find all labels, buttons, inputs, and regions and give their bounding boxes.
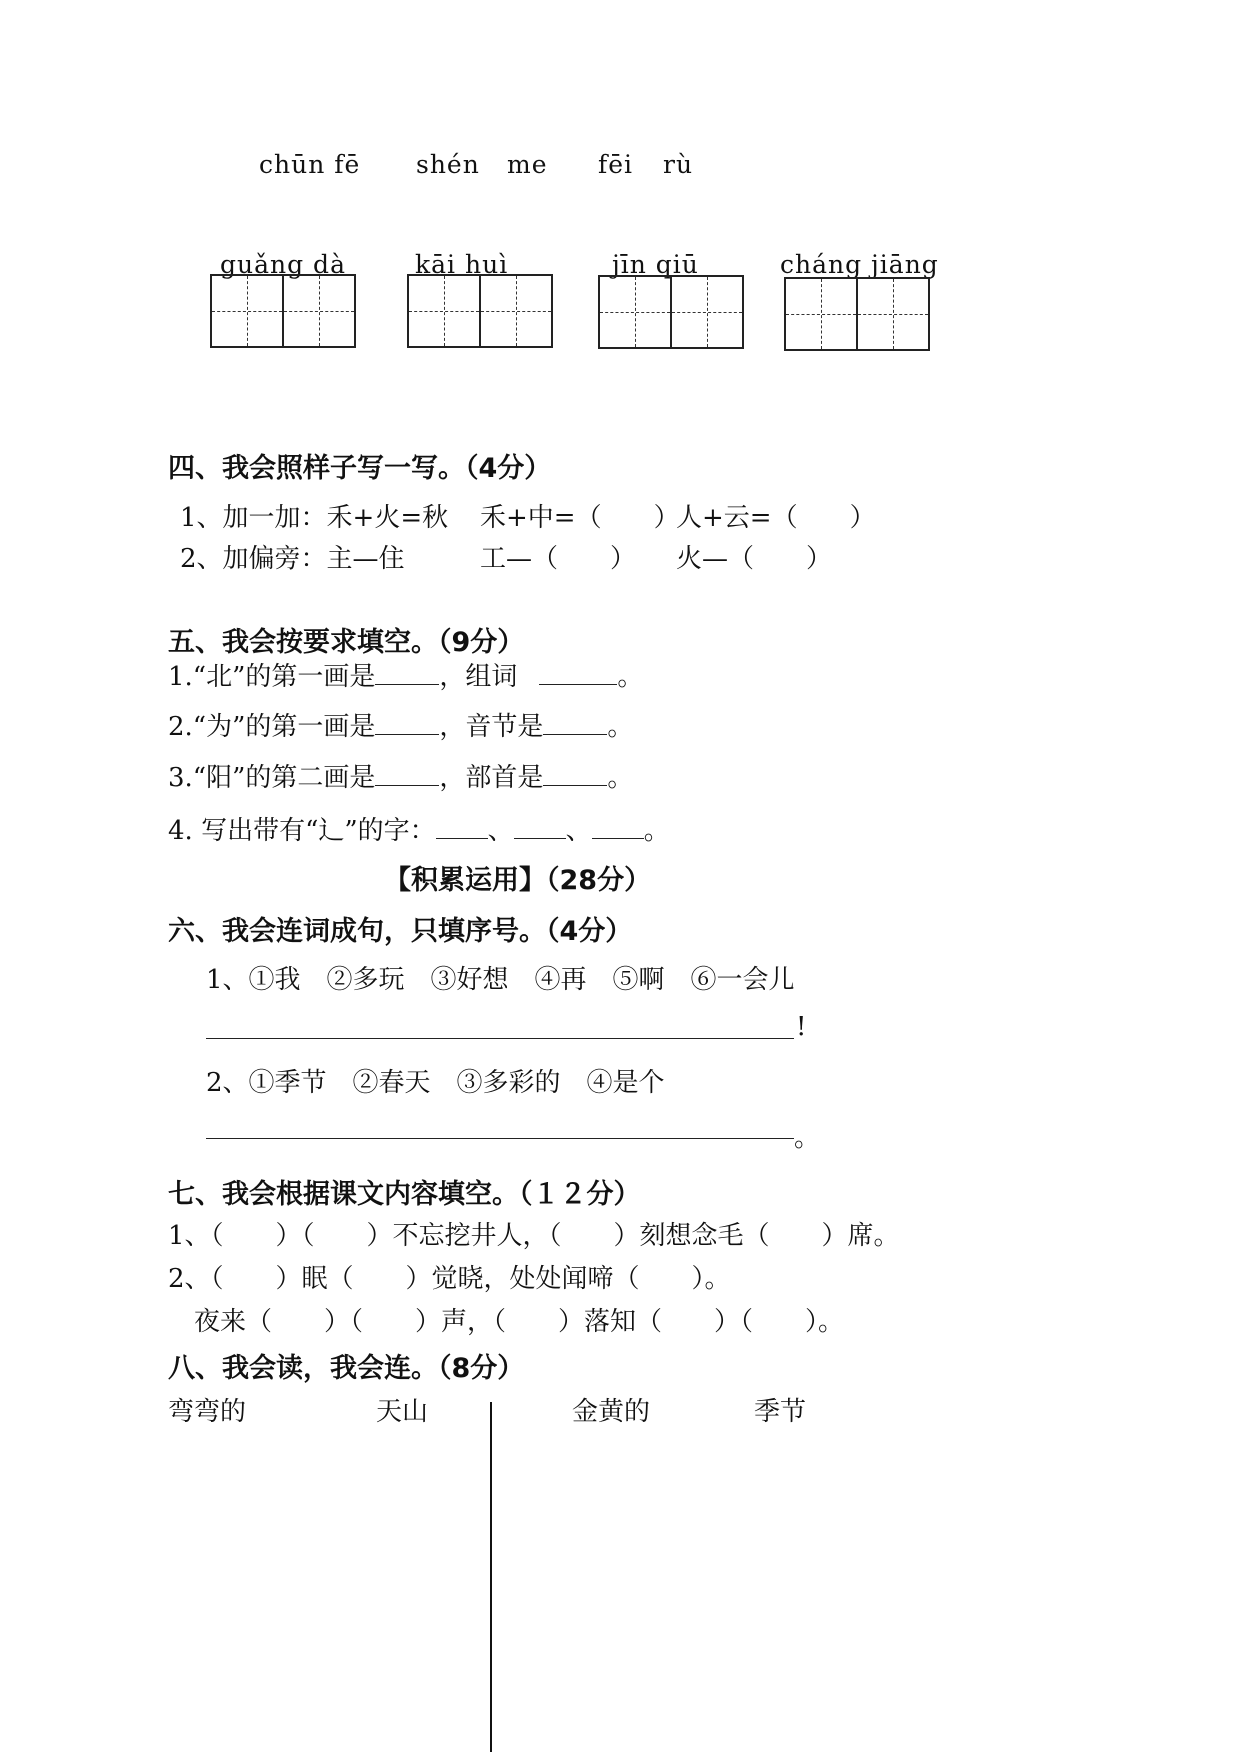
s6-answer-line-1[interactable] xyxy=(206,1038,794,1039)
s5-q2-text2: ，音节是 xyxy=(439,712,544,742)
s5-q4 xyxy=(168,810,670,847)
s5-q4-text: 4. 写出带有“辶”的字： xyxy=(168,816,436,846)
pinyin-1: chūn fē xyxy=(259,150,361,179)
writing-grid-4[interactable] xyxy=(784,277,930,351)
divider-line xyxy=(490,1402,492,1752)
s5-q3 xyxy=(168,757,633,794)
s5-q2-text: 2.“为”的第一画是 xyxy=(168,712,376,742)
pinyin-3: me xyxy=(507,150,548,179)
section-7-title: 七、我会根据课文内容填空。（１２分） xyxy=(168,1179,641,1210)
writing-grid-1[interactable] xyxy=(210,274,356,348)
grid-cell[interactable] xyxy=(858,277,930,351)
s6-q1: 1、①我 ②多玩 ③好想 ④再 ⑤啊 ⑥一会儿 xyxy=(206,965,795,995)
blank[interactable] xyxy=(543,759,607,786)
grid-pinyin-2: kāi huì xyxy=(415,250,509,279)
section-4-title: 四、我会照样子写一写。（4分） xyxy=(168,453,552,484)
pinyin-2: shén xyxy=(416,150,480,179)
blank[interactable] xyxy=(375,658,439,685)
s5-q4-end: 。 xyxy=(643,816,670,846)
part-title: 【积累运用】（28分） xyxy=(384,865,652,896)
grid-pinyin-1: guǎng dà xyxy=(220,250,346,279)
blank[interactable] xyxy=(543,708,607,735)
grid-cell[interactable] xyxy=(407,274,481,348)
s8-item-2[interactable]: 天山 xyxy=(376,1397,429,1427)
s4-r1-c2[interactable]: 禾+中=（ ） xyxy=(480,503,680,533)
s4-r2-c2[interactable]: 工—（ ） xyxy=(480,544,637,574)
s4-r1-c1: 1、加一加：禾+火=秋 xyxy=(180,503,449,533)
s7-line-3[interactable]: 夜来（ ）（ ）声，（ ）落知（ ）（ ）。 xyxy=(194,1307,845,1337)
s5-q2-end: 。 xyxy=(607,712,634,742)
s5-q3-text2: ，部首是 xyxy=(439,763,544,793)
s7-line-2[interactable]: 2、（ ）眠（ ）觉晓，处处闻啼（ ）。 xyxy=(168,1264,731,1294)
s8-item-3[interactable]: 金黄的 xyxy=(572,1397,651,1427)
grid-pinyin-4: cháng jiāng xyxy=(780,250,939,279)
grid-cell[interactable] xyxy=(784,277,858,351)
s4-r2-c1: 2、加偏旁：主—住 xyxy=(180,544,405,574)
s4-r1-c3[interactable]: 人+云=（ ） xyxy=(676,503,876,533)
s6-q2: 2、①季节 ②春天 ③多彩的 ④是个 xyxy=(206,1068,665,1098)
blank[interactable] xyxy=(514,812,566,839)
s8-item-4[interactable]: 季节 xyxy=(754,1397,807,1427)
grid-cell[interactable] xyxy=(284,274,356,348)
section-5-title: 五、我会按要求填空。（9分） xyxy=(168,627,525,658)
pinyin-4: fēi xyxy=(598,150,634,179)
s5-q1-end: 。 xyxy=(617,662,644,692)
grid-cell[interactable] xyxy=(210,274,284,348)
writing-grid-3[interactable] xyxy=(598,275,744,349)
s7-line-1[interactable]: 1、（ ）（ ）不忘挖井人，（ ）刻想念毛（ ）席。 xyxy=(168,1221,900,1251)
grid-cell[interactable] xyxy=(672,275,744,349)
blank[interactable] xyxy=(436,812,488,839)
s5-q2 xyxy=(168,706,633,743)
blank[interactable] xyxy=(539,658,617,685)
s8-item-1[interactable]: 弯弯的 xyxy=(168,1397,247,1427)
writing-grid-2[interactable] xyxy=(407,274,553,348)
grid-cell[interactable] xyxy=(481,274,553,348)
s6-answer-line-2[interactable] xyxy=(206,1138,794,1139)
s6-q2-end: 。 xyxy=(794,1123,821,1153)
blank[interactable] xyxy=(375,759,439,786)
grid-pinyin-3: jīn qiū xyxy=(612,250,699,279)
s5-q1 xyxy=(168,656,643,693)
s6-q1-end: ! xyxy=(796,1012,807,1042)
s5-q3-text: 3.“阳”的第二画是 xyxy=(168,763,376,793)
section-8-title: 八、我会读，我会连。（8分） xyxy=(168,1353,525,1384)
sep: 、 xyxy=(487,816,514,846)
s5-q1-text: 1.“北”的第一画是 xyxy=(168,662,376,692)
blank[interactable] xyxy=(375,708,439,735)
s4-r2-c3[interactable]: 火—（ ） xyxy=(676,544,833,574)
blank[interactable] xyxy=(592,812,644,839)
sep: 、 xyxy=(565,816,592,846)
section-6-title: 六、我会连词成句，只填序号。（4分） xyxy=(168,916,633,947)
s5-q3-end: 。 xyxy=(607,763,634,793)
s5-q1-text2: ，组词 xyxy=(439,662,518,692)
pinyin-5: rù xyxy=(663,150,694,179)
grid-cell[interactable] xyxy=(598,275,672,349)
